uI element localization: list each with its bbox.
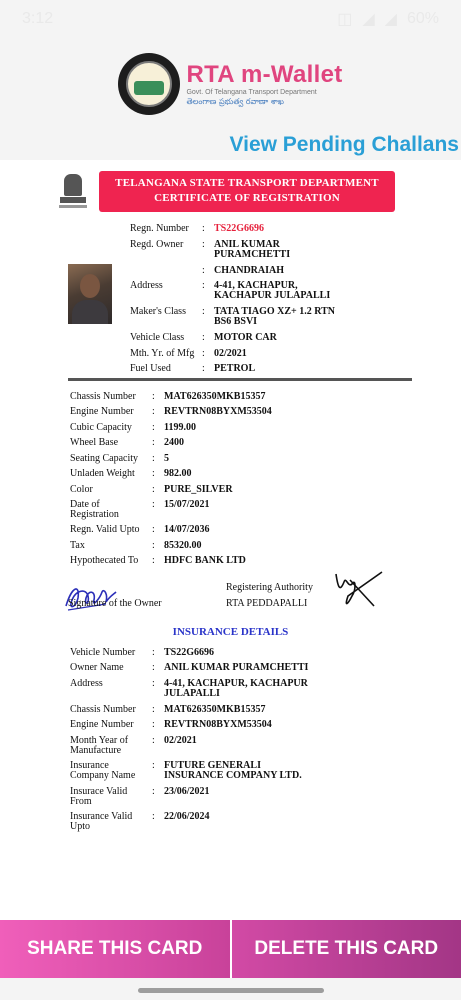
field-label: Hypothecated To: [70, 555, 139, 566]
field-row: [130, 349, 410, 359]
field-row: [70, 392, 404, 402]
field-value: PETROL: [214, 363, 256, 374]
field-row: [70, 787, 404, 807]
field-row: [70, 469, 404, 479]
field-value: REVTRN08BYXM53504: [164, 406, 272, 417]
field-value: FUTURE GENERALI INSURANCE COMPANY LTD.: [164, 760, 302, 781]
field-row: [70, 485, 404, 495]
field-value: 02/2021: [164, 735, 197, 746]
field-row: [130, 364, 410, 374]
divider: [68, 378, 412, 381]
field-row: [70, 705, 404, 715]
field-label: Wheel Base: [70, 437, 119, 448]
field-separator: :: [152, 704, 155, 715]
field-value: ANIL KUMAR PURAMCHETTI: [164, 662, 309, 673]
logo-title: RTA m-Wallet: [186, 60, 343, 88]
field-row: [130, 224, 410, 234]
field-separator: :: [152, 468, 155, 479]
field-separator: :: [152, 811, 155, 822]
app-logo: [0, 38, 461, 130]
field-value: HDFC BANK LTD: [164, 555, 246, 566]
field-separator: :: [152, 391, 155, 402]
field-label: Date of Registration: [70, 499, 119, 520]
field-separator: :: [152, 786, 155, 797]
field-value: 2400: [164, 437, 184, 448]
field-value: REVTRN08BYXM53504: [164, 719, 272, 730]
field-value: ANIL KUMAR PURAMCHETTI: [214, 239, 291, 260]
field-separator: :: [202, 332, 205, 343]
field-label: Owner Name: [70, 662, 124, 673]
field-separator: :: [152, 422, 155, 433]
field-label: Fuel Used: [130, 363, 171, 374]
field-row: [70, 720, 404, 730]
bottom-actions: [0, 920, 461, 978]
field-separator: :: [152, 484, 155, 495]
field-label: Mth. Yr. of Mfg: [130, 348, 195, 359]
authority-signature: [326, 566, 384, 612]
owner-photo: [68, 264, 112, 324]
field-row: [70, 541, 404, 551]
field-row: [70, 663, 404, 673]
field-value: 982.00: [164, 468, 192, 479]
field-value: 85320.00: [164, 540, 202, 551]
view-pending-challans-link[interactable]: View Pending Challans: [229, 133, 459, 156]
field-label: Regn. Valid Upto: [70, 524, 140, 535]
card-header: [56, 170, 416, 214]
field-value: 4-41, KACHAPUR, KACHAPUR JULAPALLI: [214, 280, 331, 301]
field-label: Regn. Number: [130, 223, 189, 234]
field-label: Chassis Number: [70, 704, 136, 715]
field-label: Insurance Valid Upto: [70, 811, 133, 832]
gesture-nav-handle[interactable]: [138, 988, 324, 993]
field-separator: :: [202, 306, 205, 317]
field-row: [70, 454, 404, 464]
field-separator: :: [152, 555, 155, 566]
field-value: TS22G6696: [164, 647, 215, 658]
field-separator: :: [152, 453, 155, 464]
field-separator: :: [152, 499, 155, 510]
telangana-emblem-icon: [118, 53, 180, 115]
field-row: [70, 556, 404, 566]
field-label: Color: [70, 484, 93, 495]
certificate-title: [99, 171, 395, 212]
field-value: MAT626350MKB15357: [164, 704, 266, 715]
field-separator: :: [152, 524, 155, 535]
field-value: MOTOR CAR: [214, 332, 277, 343]
field-label: [130, 266, 202, 276]
field-label: Month Year of Manufacture: [70, 735, 129, 756]
field-separator: :: [152, 735, 155, 746]
field-value: MAT626350MKB15357: [164, 391, 266, 402]
field-label: Seating Capacity: [70, 453, 139, 464]
field-separator: :: [152, 760, 155, 771]
field-row: [130, 240, 410, 260]
field-separator: :: [202, 223, 205, 234]
status-bar: [0, 0, 461, 38]
field-separator: :: [152, 662, 155, 673]
vibrate-icon: ◫: [337, 11, 353, 28]
logo-telugu-subtitle: తెలంగాణ ప్రభుత్వ రవాణా శాఖ: [186, 96, 284, 106]
field-row: [70, 423, 404, 433]
field-value: 1199.00: [164, 422, 196, 433]
field-value: 15/07/2021: [164, 499, 210, 510]
field-separator: :: [202, 239, 205, 250]
field-separator: :: [152, 406, 155, 417]
delete-card-button[interactable]: DELETE THIS CARD: [232, 920, 461, 978]
field-label: Unladen Weight: [70, 468, 135, 479]
field-row: [70, 500, 404, 520]
field-separator: :: [152, 678, 155, 689]
field-row: [70, 407, 404, 417]
share-card-button[interactable]: SHARE THIS CARD: [0, 920, 232, 978]
field-value: 4-41, KACHAPUR, KACHAPUR JULAPALLI: [164, 678, 308, 699]
field-label: Regd. Owner: [130, 239, 184, 250]
status-time: 3:12: [22, 10, 54, 27]
field-row: [130, 281, 410, 301]
field-row: [70, 438, 404, 448]
field-label: Insurance Company Name: [70, 760, 136, 781]
field-value: 23/06/2021: [164, 786, 210, 797]
registration-card: [0, 160, 461, 920]
field-row: [130, 333, 410, 343]
field-separator: :: [152, 719, 155, 730]
field-label: Insurace Valid From: [70, 786, 128, 807]
field-label: Address: [70, 678, 103, 689]
field-row: [70, 761, 404, 781]
field-separator: :: [202, 265, 205, 276]
department-name: TELANGANA STATE TRANSPORT DEPARTMENT: [115, 177, 379, 189]
field-label: Cubic Capacity: [70, 422, 132, 433]
field-row: [130, 307, 410, 327]
field-label: Maker's Class: [130, 306, 186, 317]
field-row: [70, 736, 404, 756]
field-label: Tax: [70, 540, 85, 551]
field-value: TATA TIAGO XZ+ 1.2 RTN BS6 BSVI: [214, 306, 336, 327]
field-label: Vehicle Class: [130, 332, 185, 343]
battery-level: 60%: [406, 10, 439, 27]
field-label: Vehicle Number: [70, 647, 136, 658]
field-value: 5: [164, 453, 169, 464]
field-label: Address: [130, 280, 163, 291]
field-value: TS22G6696: [214, 223, 265, 234]
field-value: 02/2021: [214, 348, 247, 359]
field-label: Engine Number: [70, 719, 134, 730]
field-separator: :: [152, 647, 155, 658]
field-row: [70, 812, 404, 832]
status-icons: [337, 9, 439, 29]
field-separator: :: [152, 540, 155, 551]
insurance-details-title: INSURANCE DETAILS: [172, 626, 289, 638]
field-separator: :: [202, 348, 205, 359]
field-value: CHANDRAIAH: [214, 265, 284, 276]
field-row: [70, 679, 404, 699]
field-value: 22/06/2024: [164, 811, 210, 822]
field-row: [70, 648, 404, 658]
field-row: [70, 525, 404, 535]
logo-subtitle: Govt. Of Telangana Transport Department: [186, 88, 317, 96]
signal-icon: ◢: [362, 11, 375, 28]
field-separator: :: [202, 280, 205, 291]
registering-authority: RTA PEDDAPALLI: [226, 598, 308, 609]
wifi-signal-icon: ◢: [384, 11, 397, 28]
field-label: Engine Number: [70, 406, 134, 417]
owner-signature-caption: Signature of the Owner: [68, 598, 162, 609]
field-value: 14/07/2036: [164, 524, 210, 535]
ashoka-emblem-icon: [56, 172, 90, 212]
field-row: [130, 266, 410, 276]
field-separator: :: [202, 363, 205, 374]
field-separator: :: [152, 437, 155, 448]
certificate-name: CERTIFICATE OF REGISTRATION: [154, 192, 340, 204]
field-value: PURE_SILVER: [164, 484, 233, 495]
field-label: Chassis Number: [70, 391, 136, 402]
registering-authority-label: Registering Authority: [226, 582, 313, 593]
